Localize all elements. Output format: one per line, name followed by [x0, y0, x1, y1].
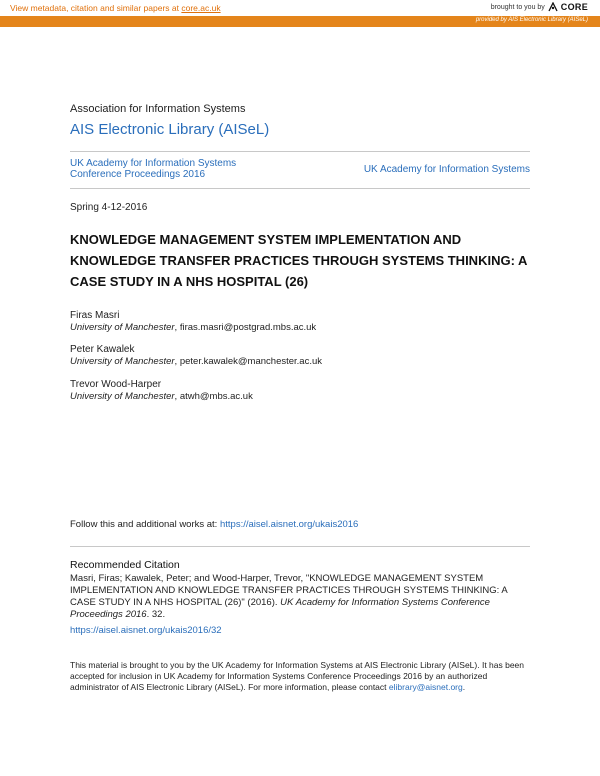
follow-link[interactable]: https://aisel.aisnet.org/ukais2016	[219, 519, 359, 530]
publication-date: Spring 4-12-2016	[70, 202, 148, 213]
citation-number: . 32.	[146, 609, 166, 620]
footer-email-link[interactable]: elibrary@aisnet.org	[388, 682, 463, 692]
author-affiliation: University of Manchester, peter.kawalek@manchester.ac.uk	[70, 356, 323, 367]
paper-title: KNOWLEDGE MANAGEMENT SYSTEM IMPLEMENTATION AND KNOWLEDGE TRANSFER PRACTICES THROUGH SYSTEMS THINKING: A CASE STUDY IN A NHS HOSPITAL (26)	[70, 232, 527, 289]
academy-link[interactable]: UK Academy for Information Systems	[363, 164, 530, 175]
author-institution: University of Manchester	[70, 322, 175, 333]
provided-by-text: provided by AIS Electronic Library (AISeL)	[475, 17, 588, 23]
core-metadata-notice	[10, 3, 221, 13]
author-email: peter.kawalek@manchester.ac.uk	[179, 356, 323, 367]
provided-by-bar	[0, 16, 600, 27]
brought-to-you-text: brought to you by	[490, 3, 545, 11]
core-logo-text[interactable]: CORE	[560, 2, 588, 12]
author-name: Peter Kawalek	[70, 344, 135, 355]
author-email: firas.masri@postgrad.mbs.ac.uk	[179, 322, 317, 333]
citation-divider	[70, 546, 530, 547]
core-brought-by	[491, 2, 588, 12]
proceedings-link[interactable]: UK Academy for Information Systems Conference Proceedings 2016	[70, 158, 237, 180]
recommended-citation	[70, 573, 530, 621]
author-email: atwh@mbs.ac.uk	[179, 391, 253, 402]
author-name: Trevor Wood-Harper	[70, 379, 162, 390]
association-name: Association for Information Systems	[70, 103, 246, 115]
footer-text: This material is brought to you by the UK Academy for Information Systems at AIS Electronic Library (AISeL). It has been accepted for inclusion in UK Academy for Information Systems Conference Proceedings 2016 by an authorized administrator of AIS Electronic Library (AISeL). For more information, please contact	[70, 660, 525, 692]
author-affiliation: University of Manchester, atwh@mbs.ac.uk	[70, 391, 253, 402]
core-banner	[0, 0, 600, 16]
author-name: Firas Masri	[70, 310, 120, 321]
library-link[interactable]: AIS Electronic Library (AISeL)	[70, 121, 270, 138]
header-divider	[70, 151, 530, 152]
core-logo-icon	[548, 2, 558, 12]
citation-text: Masri, Firas; Kawalek, Peter; and Wood-Harper, Trevor, "KNOWLEDGE MANAGEMENT SYSTEM IMPLEMENTATION AND KNOWLEDGE TRANSFER PRACTICES THROUGH SYSTEMS THINKING: A CASE STUDY IN A NHS HOSPITAL (26)" (2016).	[70, 573, 508, 608]
series-divider	[70, 188, 530, 189]
author-institution: University of Manchester	[70, 356, 175, 367]
core-link[interactable]: core.ac.uk	[181, 3, 221, 13]
recommended-citation-heading: Recommended Citation	[70, 559, 180, 571]
core-metadata-text: View metadata, citation and similar papers at	[10, 3, 179, 13]
follow-works	[70, 519, 358, 530]
footer-end: .	[462, 682, 466, 692]
follow-text: Follow this and additional works at:	[70, 519, 218, 530]
citation-journal: UK Academy for Information Systems Conference Proceedings 2016	[70, 597, 490, 620]
author-institution: University of Manchester	[70, 391, 175, 402]
footer-notice	[70, 660, 530, 693]
author-affiliation: University of Manchester, firas.masri@postgrad.mbs.ac.uk	[70, 322, 317, 333]
citation-link[interactable]: https://aisel.aisnet.org/ukais2016/32	[70, 625, 222, 636]
